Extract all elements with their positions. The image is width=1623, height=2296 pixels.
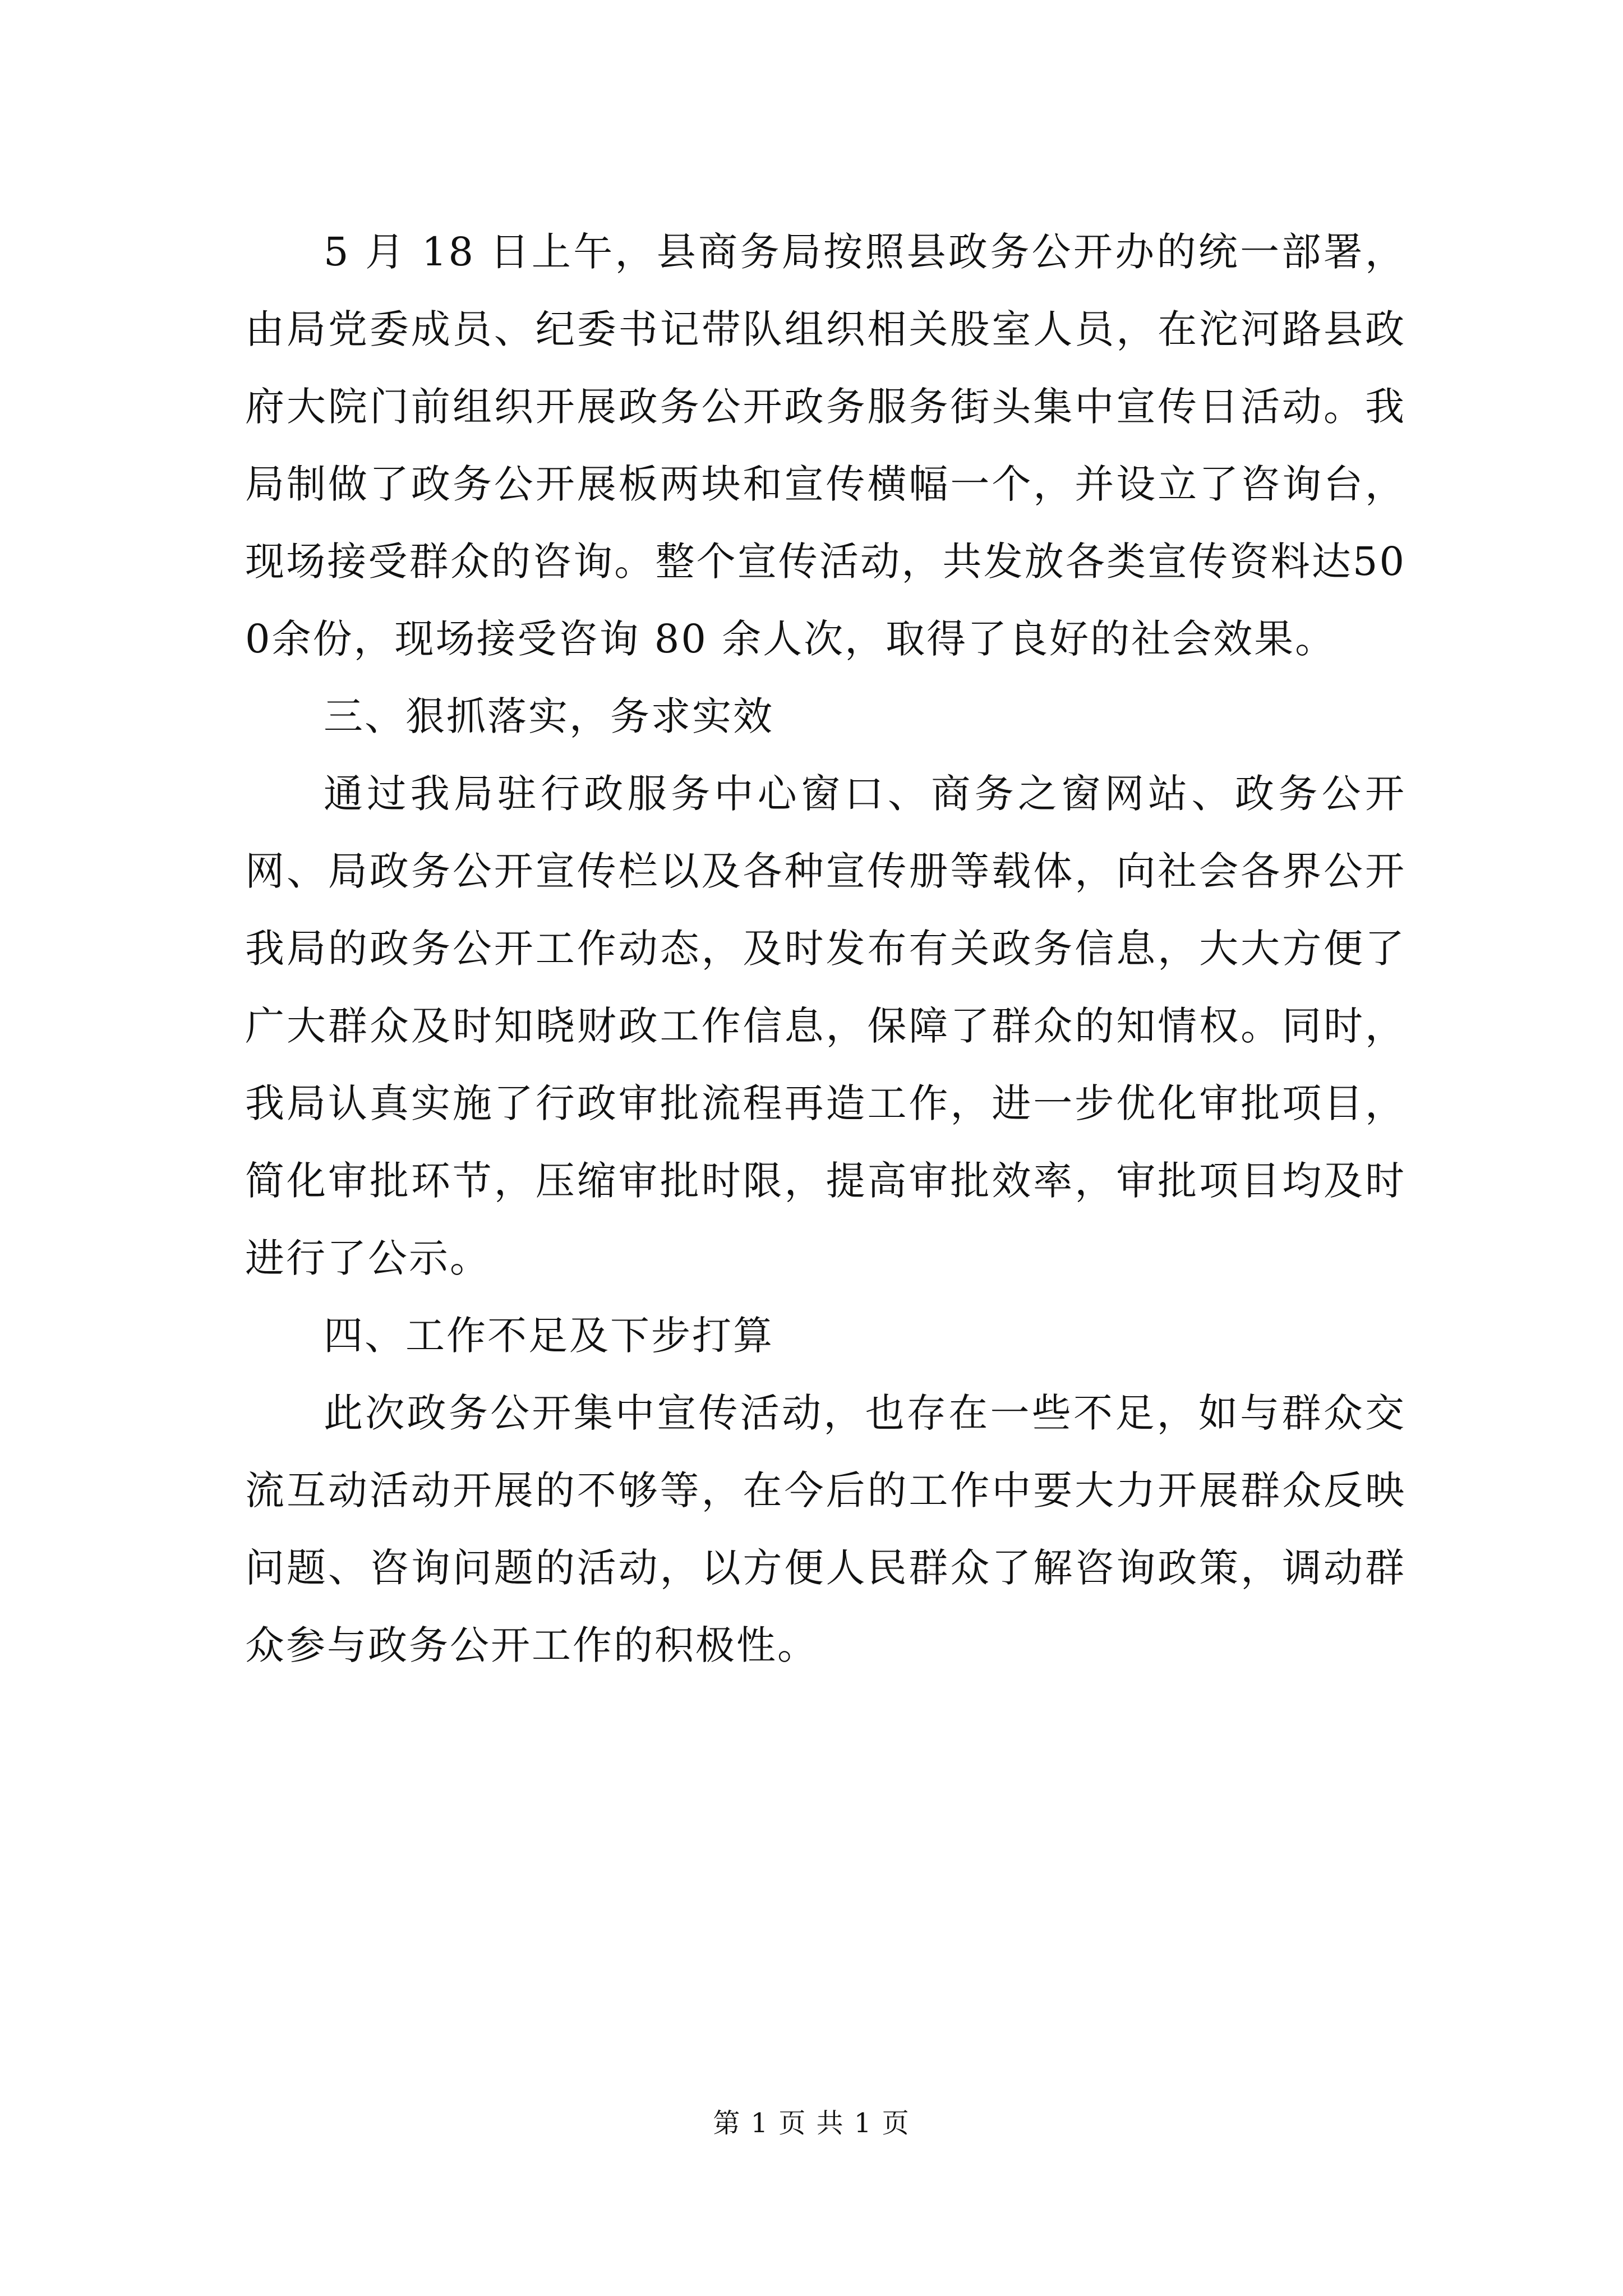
section-heading-implementation: 三、狠抓落实，务求实效 (324, 693, 774, 739)
paragraph-shortcomings: 此次政务公开集中宣传活动，也存在一些不足，如与群众交流互动活动开展的不够等，在今后的工作中要大力开展群众反映问题、咨询问题的活动，以方便人民群众了解咨询政策，调动群众参与政务公开工作的积极性。 (245, 1390, 1406, 1668)
paragraph-publicity-event: 5 月 18 日上午，县商务局按照县政务公开办的统一部署，由局党委成员、纪委书记带队组织相关股室人员，在沱河路县政府大院门前组织开展政务公开政务服务街头集中宣传日活动。我局制做了政务公开展板两块和宣传横幅一个，并设立了咨询台，现场接受群众的咨询。整个宣传活动，共发放各类宣传资料达500余份，现场接受咨询 80 余人次，取得了良好的社会效果。 (245, 229, 1406, 662)
document-body (245, 213, 1406, 1684)
paragraph-implementation: 通过我局驻行政服务中心窗口、商务之窗网站、政务公开网、局政务公开宣传栏以及各种宣传册等载体，向社会各界公开我局的政务公开工作动态，及时发布有关政务信息，大大方便了广大群众及时知晓财政工作信息，保障了群众的知情权。同时，我局认真实施了行政审批流程再造工作，进一步优化审批项目，简化审批环节，压缩审批时限，提高审批效率，审批项目均及时进行了公示。 (245, 771, 1406, 1281)
section-heading-shortcomings: 四、工作不足及下步打算 (324, 1313, 774, 1359)
page-footer: 第 1 页 共 1 页 (713, 2108, 910, 2139)
